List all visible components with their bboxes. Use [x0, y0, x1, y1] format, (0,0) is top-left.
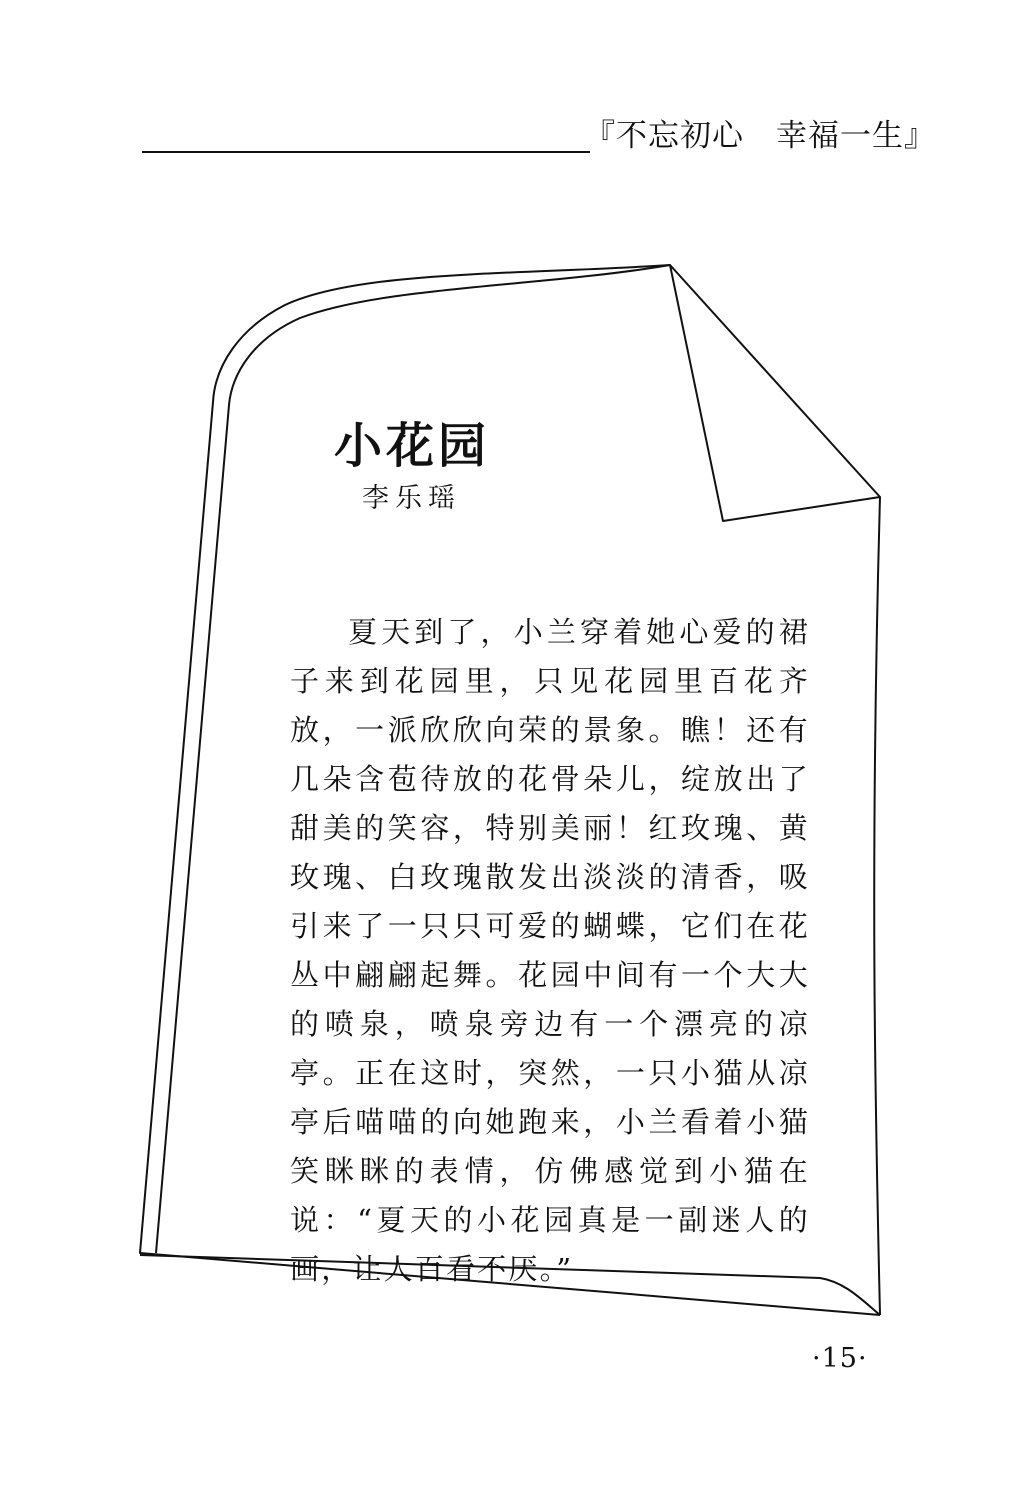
frame-top-fold: [670, 265, 880, 521]
running-header-title: 『不忘初心 幸福一生』: [584, 118, 936, 154]
frame-right-edge: [874, 497, 880, 1315]
article-body: 夏天到了，小兰穿着她心爱的裙子来到花园里，只见花园里百花齐放，一派欣欣向荣的景象。瞧！还有几朵含苞待放的花骨朵儿，绽放出了甜美的笑容，特别美丽！红玫瑰、黄玫瑰、白玫瑰散发出淡淡的清香，吸引来了一只只可爱的蝴蝶，它们在花丛中翩翩起舞。花园中间有一个大大的喷泉，喷泉旁边有一个漂亮的凉亭。正在这时，突然，一只小猫从凉亭后喵喵的向她跑来，小兰看着小猫笑眯眯的表情，仿佛感觉到小猫在说：“夏天的小花园真是一副迷人的画，让人百看不厌。”: [290, 615, 810, 1286]
page-number: ·15·: [812, 1343, 868, 1374]
article-title: 小花园: [334, 418, 491, 474]
article-author: 李乐瑶: [362, 483, 461, 514]
